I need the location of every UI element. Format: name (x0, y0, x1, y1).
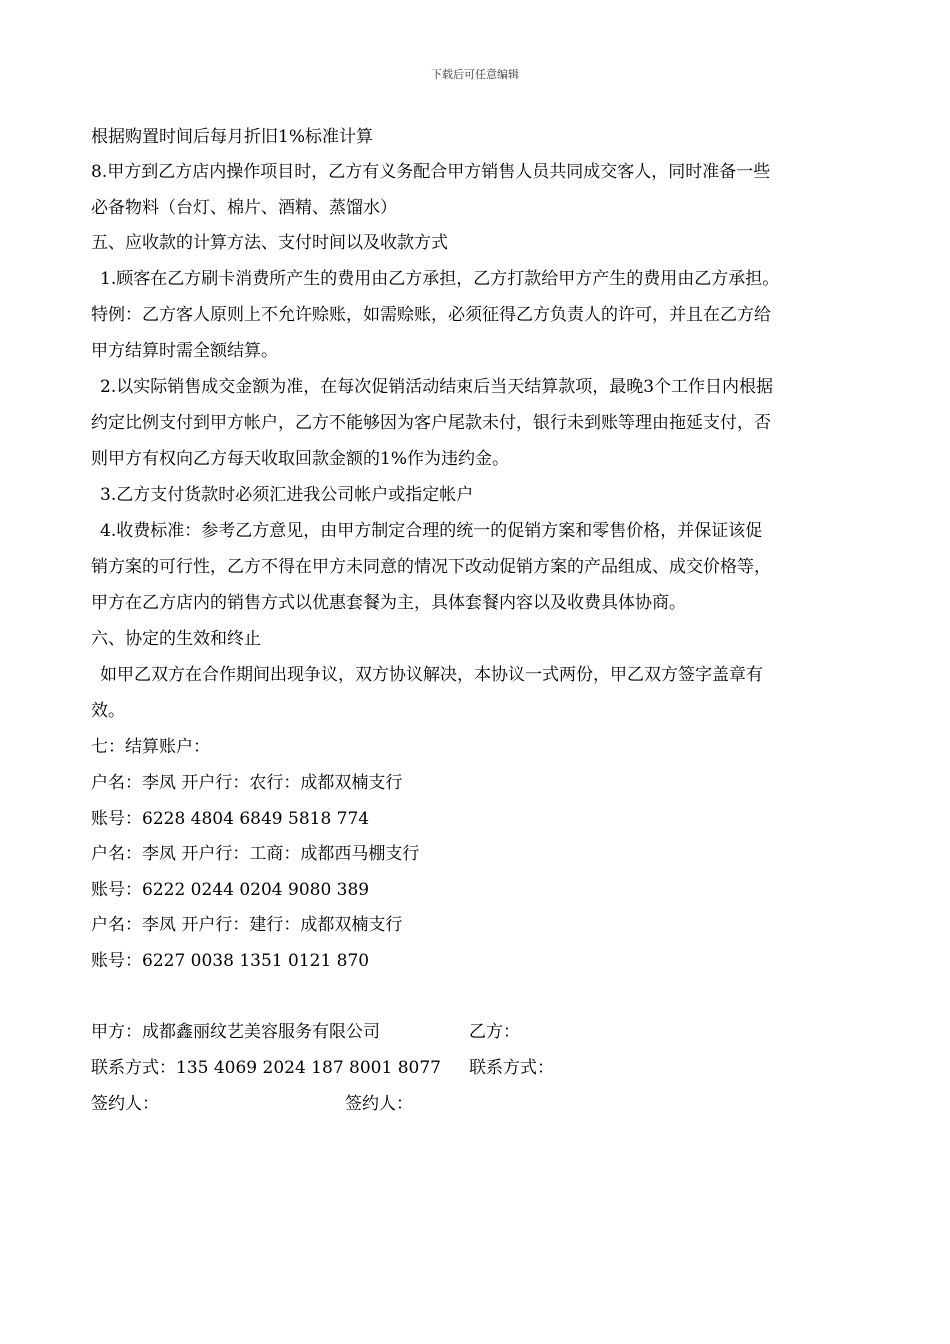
account-number: 账号：6222 0244 0204 9080 389 (91, 880, 370, 900)
party-b: 乙方： (469, 1022, 520, 1042)
account-name: 户名：李凤 开户行：建行：成都双楠支行 (91, 915, 403, 935)
text-line: 甲方结算时需全额结算。 (91, 341, 278, 361)
account-number: 账号：6228 4804 6849 5818 774 (91, 809, 370, 829)
text-line: 必备物料（台灯、棉片、酒精、蒸馏水） (91, 198, 397, 218)
section-heading: 六、协定的生效和终止 (91, 629, 261, 649)
text-line: 3.乙方支付货款时必须汇进我公司帐户或指定帐户 (100, 485, 474, 505)
contact-b: 联系方式： (469, 1058, 554, 1078)
text-line: 1.顾客在乙方刷卡消费所产生的费用由乙方承担，乙方打款给甲方产生的费用由乙方承担。 (100, 269, 780, 289)
text-line: 4.收费标准：参考乙方意见，由甲方制定合理的统一的促销方案和零售价格，并保证该促 (100, 521, 763, 541)
section-heading: 五、应收款的计算方法、支付时间以及收款方式 (91, 233, 448, 253)
signer-b: 签约人： (345, 1094, 413, 1114)
signer-a: 签约人： (91, 1094, 159, 1114)
text-line: 甲方在乙方店内的销售方式以优惠套餐为主，具体套餐内容以及收费具体协商。 (91, 593, 686, 613)
text-line: 如甲乙双方在合作期间出现争议，双方协议解决，本协议一式两份，甲乙双方签字盖章有 (100, 665, 763, 685)
text-line: 8.甲方到乙方店内操作项目时，乙方有义务配合甲方销售人员共同成交客人，同时准备一些 (91, 162, 771, 182)
page-header: 下载后可任意编辑 (431, 68, 519, 81)
party-a: 甲方：成都鑫丽纹艺美容服务有限公司 (91, 1022, 380, 1042)
account-number: 账号：6227 0038 1351 0121 870 (91, 951, 370, 971)
text-line: 特例：乙方客人原则上不允许赊账，如需赊账，必须征得乙方负责人的许可，并且在乙方给 (91, 305, 771, 325)
contact-a: 联系方式：135 4069 2024 187 8001 8077 (91, 1058, 441, 1078)
text-line: 约定比例支付到甲方帐户，乙方不能够因为客户尾款未付，银行未到账等理由拖延支付，否 (91, 413, 771, 433)
section-heading: 七：结算账户： (91, 737, 210, 757)
text-line: 2.以实际销售成交金额为准，在每次促销活动结束后当天结算款项，最晚3个工作日内根据 (100, 377, 774, 397)
text-line: 则甲方有权向乙方每天收取回款金额的1%作为违约金。 (91, 449, 509, 469)
account-name: 户名：李凤 开户行：工商：成都西马棚支行 (91, 844, 420, 864)
text-line: 效。 (91, 701, 125, 721)
text-line: 根据购置时间后每月折旧1%标准计算 (91, 127, 373, 147)
account-name: 户名：李凤 开户行：农行：成都双楠支行 (91, 773, 403, 793)
text-line: 销方案的可行性，乙方不得在甲方未同意的情况下改动促销方案的产品组成、成交价格等， (91, 557, 771, 577)
